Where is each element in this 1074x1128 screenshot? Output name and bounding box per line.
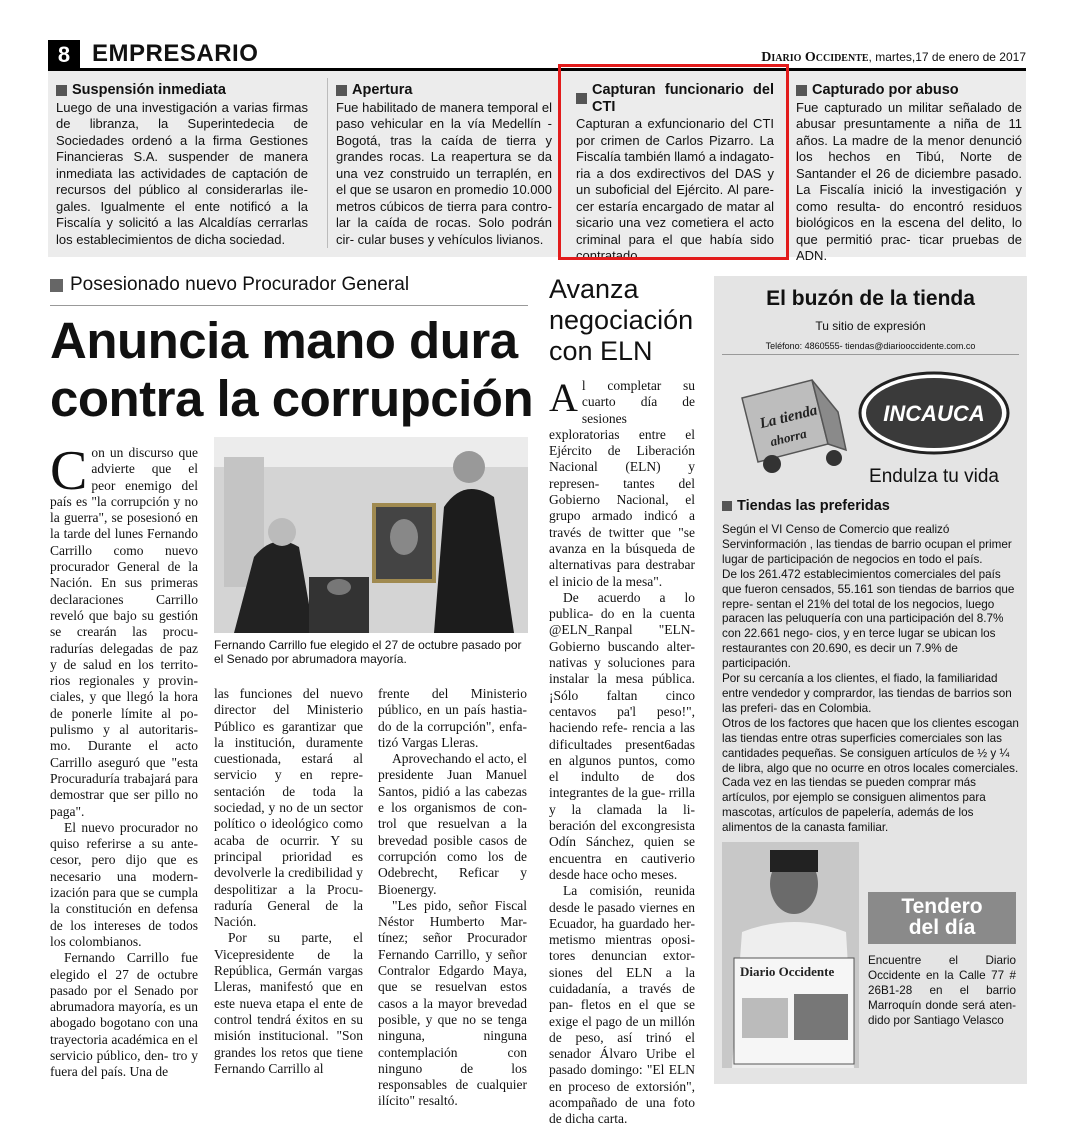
svg-text:La tienda: La tienda <box>758 402 819 433</box>
highlight-box <box>558 64 789 260</box>
article-paragraph <box>549 375 695 590</box>
held-newspaper-masthead: Diario Occidente <box>740 964 835 979</box>
bullet-square-icon <box>796 85 807 96</box>
incauca-logo <box>858 370 1010 456</box>
brief-title-text: Capturan funcionario del CTI <box>592 82 774 115</box>
prefs-paragraph: Otros de los factores que hacen que los clientes escogan las tiendas entre otras superficies comerciales son las cantidades pequeñas. Se consiguen artículos de ½ y ¼ de libra, algo que no ocurre en otros locales comerciales. <box>722 716 1019 775</box>
prefs-paragraph: Por su cercanía a los clientes, el fiado, la familiaridad entre vendedor y comprardor, las tiendas de barrios son las preferi- das en Colombia. <box>722 672 1012 715</box>
tendero-illustration <box>722 842 859 1068</box>
brief-title <box>336 82 552 99</box>
prefs-body <box>722 523 1019 836</box>
photo-caption: Fernando Carrillo fue elegido el 27 de octubre pasado por el Senado por abrumadora mayoría. <box>214 638 522 666</box>
brief-title-text: Suspensión inmediata <box>72 82 226 98</box>
section-title: EMPRESARIO <box>92 40 259 67</box>
page-number: 8 <box>48 40 80 70</box>
brief-title-text: Apertura <box>352 82 413 98</box>
article-paragraph: Por su parte, el Vicepresidente de la República, Germán vargas Lleras, manifestó que en este nueva etapa el ente de control tendrá éxitos en su misión institucional. "Son grandes los retos que tiene Fernando Carrillo al <box>214 930 363 1076</box>
photo-illustration <box>214 437 528 633</box>
tendero-photo <box>722 842 859 1068</box>
issue-date: , martes,17 de enero de 2017 <box>868 50 1026 64</box>
brief-body: Fue habilitado de manera temporal el paso vehicular en la vía Medellín - Bogotá, tras la caída de tierra y grandes rocas. La reapertura se da una vez construido un terraplén, en el que se usaron en promedio 10.000 metros cúbicos de tierra para contro- lar la caída de rocas. Solo podrán cir- cular buses y vehículos livianos. <box>336 99 552 247</box>
article-column-eln <box>549 375 695 1128</box>
article-headline <box>50 312 540 428</box>
kicker-rule <box>50 305 528 306</box>
prefs-heading <box>722 498 890 514</box>
incauca-logo-shape <box>858 370 1010 456</box>
tienda-truck-logo <box>738 372 850 482</box>
article-paragraph: las funciones del nuevo director del Ministerio Público es garantizar que la institución, duramente cuestionada, estará al servicio y en repre- sentación de toda la sociedad, y no de un sector político o ideológico como acaba de ocurrir. Y su principal prioridad es devolverle la credibilidad y despolitizar a la Procu- raduría General de la Nación. <box>214 686 363 930</box>
kicker-text: Posesionado nuevo Procurador General <box>70 274 410 295</box>
tendero-text: Encuentre el Diario Occidente en la Calle 77 # 26B1-28 en el barrio Marroquín donde será aten- dido por Santiago Velasco <box>868 954 1016 1027</box>
tendero-title-line: del día <box>908 916 976 939</box>
brief-title <box>56 82 308 99</box>
masthead <box>761 50 1026 66</box>
article-photo <box>214 437 528 633</box>
bullet-square-icon <box>50 279 63 292</box>
article-paragraph: El nuevo procurador no quiso referirse a su ante- cesor, pero dijo que es necesario una modern- ización para que se cumpla la constitución en defensa de los intereses de todos los colombianos. <box>50 819 198 949</box>
headline-line: Anuncia mano dura <box>50 312 518 369</box>
article-kicker <box>50 274 409 296</box>
article-headline-eln: Avanza negociación con ELN <box>549 274 694 366</box>
brief-body: Luego de una investigación a varias firmas de libranza, la Superintedecia de Sociedades ordenó a la firma Gestiones Financieras S.A. suspender de manera inmediata las actividades de captación de recursos del público al considerarlas ile- gales. Igualmente el ente notificó a la Fiscalía y solicitó a las Alcaldías cerrarlas los establecimientos de dicha sociedad. <box>56 99 308 247</box>
prefs-paragraph: De los 261.472 establecimientos comerciales del país que fueron censados, 55.161 son tiendas de barrios que repre- sentan el 21% del total de los negocios, luego paracen las peluquería con una participación del 8.7% con 22.661 nego- cios, y en terce lugar se ubican los restaurantes con 20.690, es decir un 7.9% de participación. <box>722 567 1015 671</box>
tendero-title-line: Tendero <box>901 895 983 918</box>
sidebar-contact: Teléfono: 4860555- tiendas@diariooccidente.com.co <box>765 341 976 351</box>
prefs-heading-text: Tiendas las preferidas <box>737 498 890 514</box>
incauca-logo-text: INCAUCA <box>883 401 985 426</box>
brief-body: Fue capturado un militar señalado de abusar presuntamente a niña de 11 años. La madre de la menor denunció los hechos en Tibú, Norte de Santander el 26 de diciembre pasado. La Fiscalía inició la investigación y como resulta- do encontró residuos biológicos en la escena del delito, lo que permitió prac- ticar pruebas de ADN. <box>796 99 1022 263</box>
sidebar-rule <box>722 354 1019 355</box>
bullet-square-icon <box>722 501 732 511</box>
sidebar-title: El buzón de la tienda <box>766 287 975 310</box>
brief-apertura <box>336 82 552 248</box>
brief-capturado-abuso <box>796 82 1022 265</box>
tendero-title <box>868 892 1016 944</box>
article-paragraph: frente del Ministerio público, en un país hastia- do de la corrupción", enfa- tizó Vargas Lleras. <box>378 686 527 750</box>
incauca-slogan: Endulza tu vida <box>869 466 999 487</box>
brief-suspension <box>56 82 308 248</box>
article-column-3 <box>378 686 527 1110</box>
brief-title-text: Capturado por abuso <box>812 82 959 98</box>
paragraph-text: l completar su cuarto día de sesiones exploratorias entre el Ejército de Liberación Nacional (ELN) y represen- tantes del Gobierno Nacional, el grupo armado indicó a través de twitter que "se avanza en la búsqueda de alternativas para destrabar el inicio de la mesa". <box>549 378 695 589</box>
sidebar-subtitle: Tu sitio de expresión <box>815 319 926 333</box>
article-paragraph: Aprovechando el acto, el presidente Juan Manuel Santos, pidió a las cabezas e los organismos de con- trol que resuelvan a la brevedad posible casos de corrupción como los de Odebrecht, Reficar y Bioenergy. <box>378 751 527 897</box>
newspaper-name: Diario Occidente <box>761 50 869 65</box>
article-paragraph: De acuerdo a lo publica- do en la cuenta @ELN_Ranpal "ELN- Gobierno buscando alter- nativas y soluciones para instalar la mesa pública. ¡Sólo faltan cinco centavos pa'l peso!", haciendo refe- rencia a las dificultades present6adas en algunos puntos, como el indulto de dos integrantes de la gue- rrilla y la clamada la li- beración del excongresista Odín Sánchez, quien se encuentra en cautiverio desde hace ocho meses. <box>549 589 695 882</box>
headline-line: contra la corrupción <box>50 370 534 427</box>
article-column-1 <box>50 440 198 1081</box>
paragraph-text: on un discurso que advierte que el peor enemigo del país es "la corrupción y no la guerra", se posesionó en la tarde del lunes Fernando Carrillo como nuevo procurador General de la Nación. En sus primeras declaraciones Carrillo reveló que bajo su gestión se crearán las procu- radurías delegadas de paz y de salud en los territo- rios regionales y provin- ciales, y que llegó la hora de ponerle límite al po- pulismo y al autoritaris- mo. Durante el acto Carrillo aseguró que "esta Procuraduría trabajará para demostrar que ser pillo no paga". <box>50 445 198 819</box>
dropcap: C <box>50 440 88 502</box>
brief-divider <box>327 78 328 248</box>
article-paragraph <box>50 440 198 820</box>
brief-body: Capturan a exfuncionario del CTI por crimen de Carlos Pizarro. La Fiscalía también llamó a indagato- ria a dos exdirectivos del DAS y un suboficial del Ejército. Al pare- cer estaría encargado de matar al sicario una vez cometiera el acto criminal para el que había sido contratado. <box>576 116 774 263</box>
prefs-paragraph: Cada vez en las tiendas se pueden comprar más artículos, por ejemplo se consiguen alimentos para mascotas, artículos de papelería, además de los alimentos de la canasta familiar. <box>722 776 986 835</box>
bullet-square-icon <box>336 85 347 96</box>
bullet-square-icon <box>56 85 67 96</box>
dropcap: A <box>549 375 578 420</box>
svg-text:ahorra: ahorra <box>768 425 808 450</box>
brief-title <box>796 82 1022 99</box>
article-paragraph: "Les pido, señor Fiscal Néstor Humberto Mar- tínez; señor Procurador Fernando Carrillo, y señor Contralor Edgardo Maya, que se resuelvan estos casos a la mayor brevedad posible, y que no se tenga ninguna, ninguna contemplación con ninguno de los responsables de cualquier ilícito" resaltó. <box>378 897 527 1109</box>
article-paragraph: La comisión, reunida desde le pasado viernes en Ecuador, ha guardado her- metismo mientras oposi- tores denuncian extor- siones del ELN a la cuidadanía, a través de pan- fletos en el que se exige el pago de un millón de peso, así trinó el senador Álvaro Uribe el pasado domingo: "El ELN en proceso de extorsión", acompañado de una foto de dicha carta. <box>549 883 695 1127</box>
article-column-2 <box>214 686 363 1077</box>
truck-icon <box>738 372 850 482</box>
article-paragraph: Fernando Carrillo fue elegido el 27 de octubre pasado por el Senado por abrumadora mayoría, es un abogado bogotano con una trayectoria académica en el servicio público, den- tro y fuera del país. Una de <box>50 950 198 1080</box>
prefs-paragraph: Según el VI Censo de Comercio que realizó Servinformación , las tiendas de barrio ocupan el primer lugar de participación de negocios en todo el país. <box>722 523 1012 566</box>
